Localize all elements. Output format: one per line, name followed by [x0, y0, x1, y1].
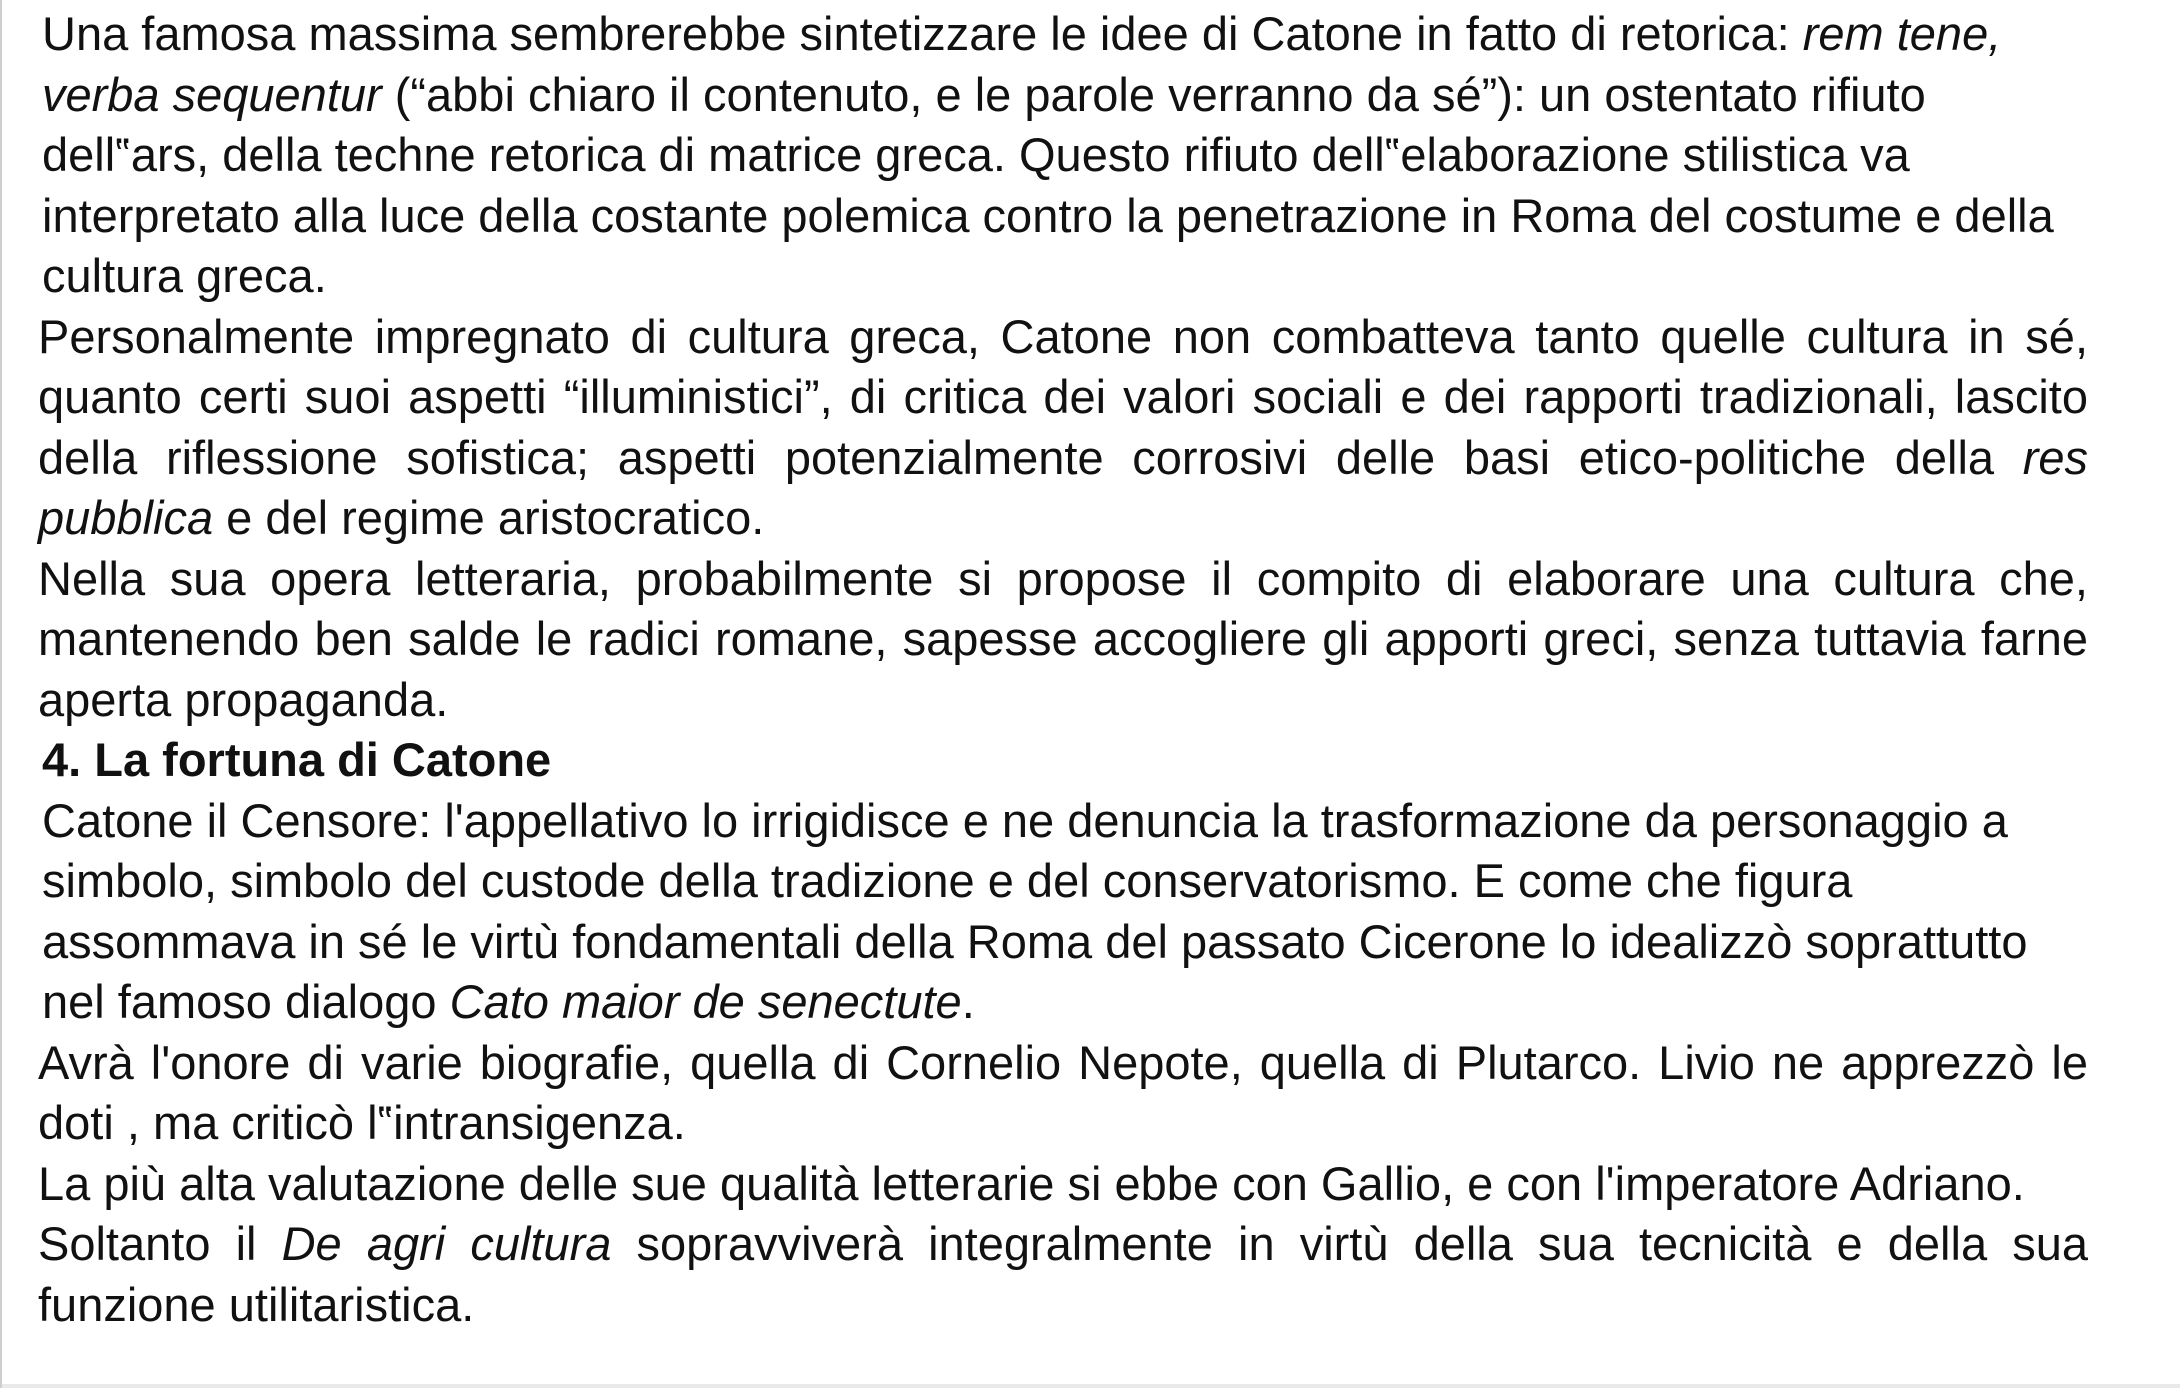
paragraph-censor: [38, 791, 2088, 1033]
italic-title: De agri cultura: [281, 1217, 612, 1270]
paragraph-literary-work: [38, 549, 2088, 731]
text-span: sopravviverà integralmente in virtù della sua tecnicità e della sua funzione utilitaristica.: [38, 1217, 2088, 1331]
italic-latin-phrase: rem tene, verba sequentur: [42, 7, 2002, 121]
italic-latin-phrase: res pubblica: [38, 430, 2088, 544]
document-body: [38, 4, 2088, 1335]
paragraph-valuation: [38, 1154, 2088, 1215]
text-span: La più alta valutazione delle sue qualità letterarie si ebbe con Gallio, e con l'imperatore Adriano.: [38, 1156, 2025, 1210]
paragraph-biographies: [38, 1033, 2088, 1154]
text-span: Avrà l'onore di varie biografie, quella di Cornelio Nepote, quella di Plutarco. Livio ne apprezzò le doti , ma criticò l‟intransigenza.: [38, 1035, 2088, 1149]
text-span: Nella sua opera letteraria, probabilmente si propose il compito di elaborare una cultura che, mantenendo ben salde le radici romane, sapesse accogliere gli apporti greci, senza tuttavia farne aperta propaganda.: [38, 551, 2088, 726]
text-span: (“abbi chiaro il contenuto, e le parole verranno da sé”): un ostentato rifiuto dell‟ars, della techne retorica di matrice greca. Questo rifiuto dell‟elaborazione stilistica va interpretato alla luce della costante polemica contro la penetrazione in Roma del costume e della cultura greca.: [42, 67, 2054, 302]
text-span: Catone il Censore: l'appellativo lo irrigidisce e ne denuncia la trasformazione da personaggio a simbolo, simbolo del custode della tradizione e del conservatorismo. E come che figura assommava in sé le virtù fondamentali della Roma del passato Cicerone lo idealizzò soprattutto nel famoso dialogo: [42, 793, 2028, 1028]
italic-title: Cato maior de senectute: [449, 975, 962, 1028]
text-span: Una famosa massima sembrerebbe sintetizzare le idee di Catone in fatto di retorica:: [42, 7, 1803, 60]
paragraph-rhetoric: [38, 4, 2088, 307]
text-span: Soltanto il: [38, 1217, 282, 1270]
section-heading: 4. La fortuna di Catone: [42, 733, 552, 786]
page-bottom-edge: [2, 1384, 2180, 1388]
text-span: .: [961, 975, 975, 1028]
paragraph-de-agri-cultura: [38, 1214, 2088, 1335]
text-span: Personalmente impregnato di cultura greca, Catone non combatteva tanto quelle cultura in sé, quanto certi suoi aspetti “illuministici”, di critica dei valori sociali e dei rapporti tradizionali, lascito della riflessione sofistica; aspetti potenzialmente corrosivi delle basi etico-politiche della: [38, 309, 2088, 484]
text-span: e del regime aristocratico.: [213, 491, 765, 544]
paragraph-greek-culture: [38, 307, 2088, 549]
